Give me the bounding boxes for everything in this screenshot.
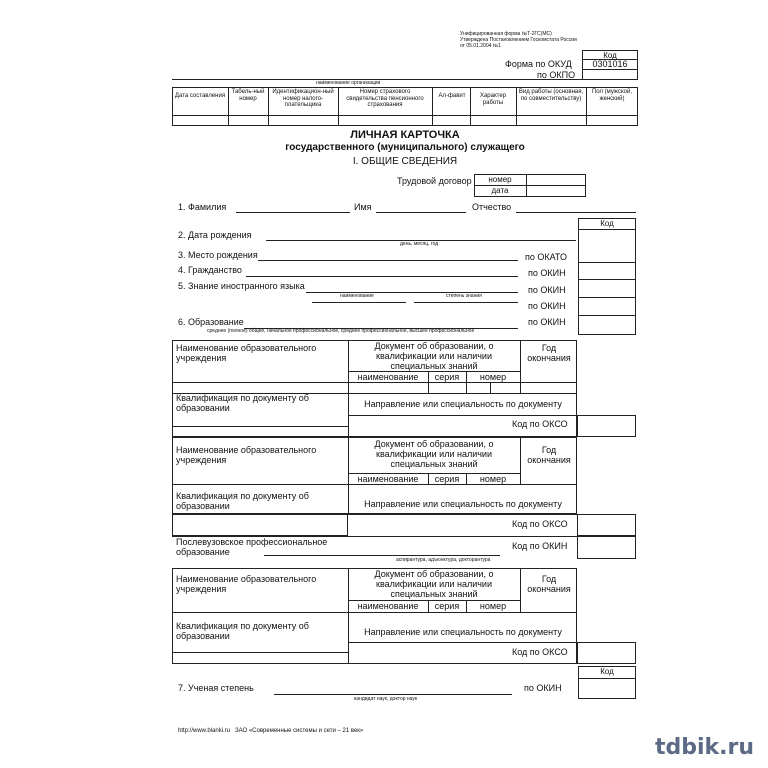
okato-label: по ОКАТО (525, 252, 568, 262)
edu3-doc-series: серия (434, 601, 460, 611)
okud-label: Форма по ОКУД (505, 59, 572, 69)
contract-number-label: номер (488, 175, 512, 184)
footer-url[interactable]: http://www.blanki.ru (178, 728, 231, 734)
edu2-institution-label: Наименование образовательного учреждения (176, 445, 317, 465)
contract-date-label: дата (491, 186, 509, 195)
edu1-document-label: Документ об образовании, о квалификации или наличии специальных знаний (374, 341, 494, 371)
edu1-doc-number: номер (479, 372, 507, 382)
col-work-type: Вид работы (основная, по совместительству) (518, 89, 584, 102)
edu3-doc-number: номер (479, 601, 507, 611)
edu1-okso-box[interactable] (577, 415, 636, 437)
code-column-header: Код (600, 219, 614, 228)
surname-label: 1. Фамилия (178, 202, 227, 212)
okin-education-label: по ОКИН (528, 317, 566, 327)
edu3-qualification-label: Квалификация по документу об образовании (176, 621, 309, 641)
edu1-doc-name: наименование (357, 372, 419, 382)
edu2-doc-number: номер (479, 474, 507, 484)
okin-citizenship-label: по ОКИН (528, 268, 566, 278)
lang-name-caption: наименование (340, 293, 374, 299)
lang-degree-caption: степень знания (446, 293, 482, 299)
edu2-doc-series: серия (434, 474, 460, 484)
col-gender: Пол (мужской, женский) (591, 89, 632, 102)
edu2-okso-label: Код по ОКСО (512, 519, 568, 529)
education-label: 6. Образование (178, 317, 244, 327)
degree-field[interactable] (274, 694, 512, 695)
edu2-year-label: Год окончания (527, 445, 571, 465)
code-header: Код (603, 51, 617, 60)
degree-label: 7. Ученая степень (178, 683, 254, 693)
okpo-label: по ОКПО (537, 70, 576, 80)
edu1-okso-label: Код по ОКСО (512, 419, 568, 429)
language-name-field[interactable] (312, 302, 406, 303)
birth-date-caption: день, месяц, год (400, 241, 439, 247)
citizenship-field[interactable] (246, 276, 518, 277)
col-tab-number: Табель-ный номер (231, 89, 265, 102)
patronymic-label: Отчество (472, 202, 512, 212)
edu3-year-label: Год окончания (527, 574, 571, 594)
degree-okin-label: по ОКИН (524, 683, 562, 693)
patronymic-field[interactable] (516, 212, 636, 213)
language-label: 5. Знание иностранного языка (178, 281, 305, 291)
col-pension-number: Номер страхового свидетельства пенсионного страхования (346, 89, 424, 109)
col-work-character: Характер работы (479, 93, 507, 106)
postgrad-caption: аспирантура, адъюнктура, докторантура (396, 557, 491, 563)
edu3-okso-box[interactable] (577, 642, 636, 664)
watermark: tdbik.ru (655, 735, 755, 760)
okin-language-label: по ОКИН (528, 285, 566, 295)
birth-place-label: 3. Место рождения (178, 250, 258, 260)
edu3-doc-name: наименование (357, 601, 419, 611)
card-title: ЛИЧНАЯ КАРТОЧКА (350, 129, 460, 141)
surname-field[interactable] (236, 212, 350, 213)
postgrad-field[interactable] (264, 555, 500, 556)
edu3-institution-label: Наименование образовательного учреждения (176, 574, 317, 594)
footer-publisher: ЗАО «Современные системы и сети – 21 век» (235, 728, 364, 734)
card-subtitle: государственного (муниципального) служащего (285, 142, 525, 153)
name-label: Имя (354, 202, 372, 212)
citizenship-label: 4. Гражданство (178, 265, 242, 275)
edu3-specialty-label: Направление или специальность по документу (364, 627, 562, 637)
edu2-qualification-label: Квалификация по документу об образовании (176, 491, 309, 511)
edu2-specialty-label: Направление или специальность по документу (364, 499, 562, 509)
contract-label: Трудовой договор (397, 176, 472, 186)
edu1-institution-label: Наименование образовательного учреждения (176, 343, 317, 363)
approval-line-2: Утверждена Постановлением Госкомстата России (460, 37, 577, 43)
section-title: I. ОБЩИЕ СВЕДЕНИЯ (352, 156, 458, 167)
edu1-doc-series: серия (434, 372, 460, 382)
edu2-document-label: Документ об образовании, о квалификации или наличии специальных знаний (374, 439, 494, 469)
edu1-qualification-label: Квалификация по документу об образовании (176, 393, 309, 413)
edu2-okso-box[interactable] (577, 514, 636, 536)
postgrad-okin-box[interactable] (577, 536, 636, 559)
approval-line-3: от 05.01.2004 №1 (460, 43, 501, 49)
org-caption: наименование организации (316, 80, 381, 86)
edu1-year-label: Год окончания (527, 343, 571, 363)
edu3-okso-label: Код по ОКСО (512, 647, 568, 657)
col-alphabet: Ал-фавит (438, 93, 466, 99)
okud-value: 0301016 (592, 59, 628, 69)
okin-language2-label: по ОКИН (528, 301, 566, 311)
approval-line-1: Унифицированная форма №Т-2ГС(МС) (460, 31, 552, 37)
edu3-document-label: Документ об образовании, о квалификации или наличии специальных знаний (374, 569, 494, 599)
edu2-doc-name: наименование (357, 474, 419, 484)
edu1-specialty-label: Направление или специальность по документу (364, 399, 562, 409)
birth-date-label: 2. Дата рождения (178, 230, 252, 240)
col-inn: Идентификацион-ный номер налого-плательщика (272, 89, 334, 109)
language-field[interactable] (306, 292, 518, 293)
language-degree-field[interactable] (414, 302, 518, 303)
birth-place-field[interactable] (258, 260, 518, 261)
education-caption: среднее (полное) общее, начальное профессиональное, среднее профессиональное, высшее профессиональное (207, 328, 475, 334)
col-date: Дата составления (174, 93, 226, 99)
postgrad-label: Послевузовское профессиональное образование (176, 537, 328, 557)
degree-code-header: Код (600, 667, 614, 676)
degree-caption: кандидат наук, доктор наук (354, 696, 418, 702)
name-field[interactable] (376, 212, 466, 213)
postgrad-okin-label: Код по ОКИН (512, 541, 568, 551)
okin-code-column (578, 218, 636, 335)
